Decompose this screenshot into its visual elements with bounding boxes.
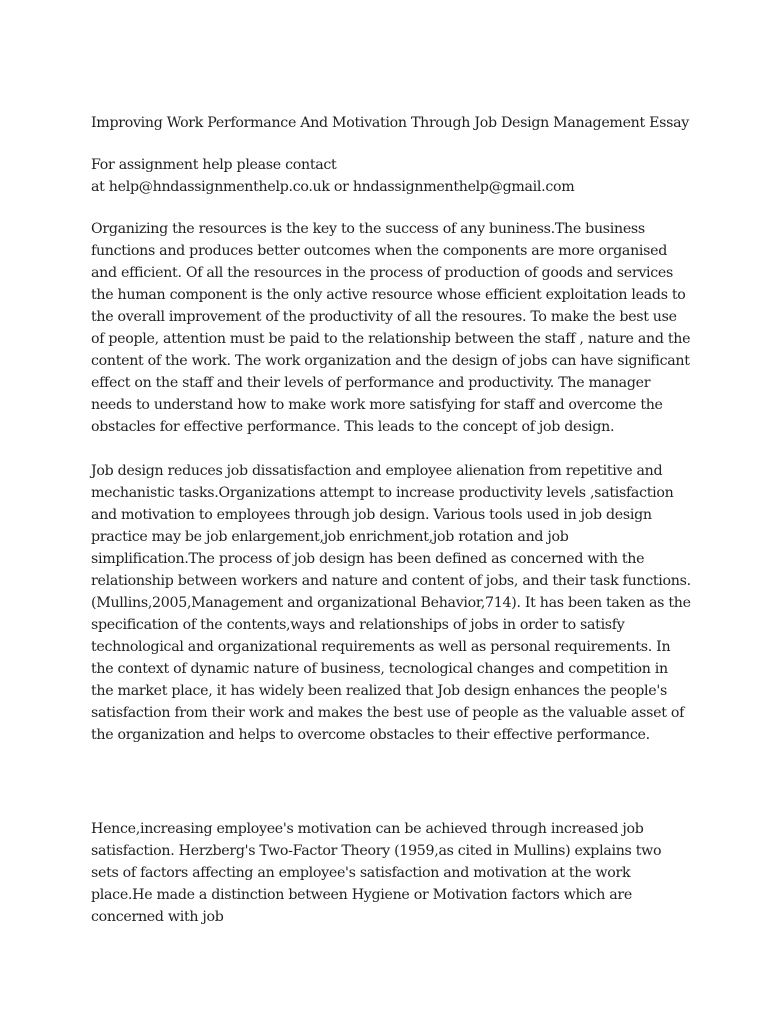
paragraph-3: Hence,increasing employee's motivation can be achieved through increased job satisfaction. Herzberg's Two-Factor Theory (1959,as cited in Mullins) explains two sets of factors affecting an employee's satisfaction and motivation at the work place.He made a distinction between Hygiene or Motivation factors which are concerned with job	[91, 821, 662, 925]
contact-info	[91, 154, 691, 198]
contact-line-2: at help@hndassignmenthelp.co.uk or hndassignmenthelp@gmail.com	[91, 179, 575, 195]
document-title: Improving Work Performance And Motivation Through Job Design Management Essay	[91, 115, 690, 131]
paragraph-1: Organizing the resources is the key to the success of any buniness.The business functions and produces better outcomes when the components are more organised and efficient. Of all the resources in the process of production of goods and services the human component is the only active resource whose efficient exploitation leads to the overall improvement of the productivity of all the resoures. To make the best use of people, attention must be paid to the relationship between the staff , nature and the content of the work. The work organization and the design of jobs can have significant effect on the staff and their levels of performance and productivity. The manager needs to understand how to make work more satisfying for staff and overcome the obstacles for effective performance. This leads to the concept of job design.	[91, 221, 691, 435]
contact-line-1: For assignment help please contact	[91, 157, 337, 173]
document-page	[91, 112, 691, 950]
paragraph-2: Job design reduces job dissatisfaction and employee alienation from repetitive and mechanistic tasks.Organizations attempt to increase productivity levels ,satisfaction and motivation to employees through job design. Various tools used in job design practice may be job enlargement,job enrichment,job rotation and job simplification.The process of job design has been defined as concerned with the relationship between workers and nature and content of jobs, and their task functions.(Mullins,2005,Management and organizational Behavior,714). It has been taken as the specification of the contents,ways and relationships of jobs in order to satisfy technological and organizational requirements as well as personal requirements. In the context of dynamic nature of business, tecnological changes and competition in the market place, it has widely been realized that Job design enhances the people's satisfaction from their work and makes the best use of people as the valuable asset of the organization and helps to overcome obstacles to their effective performance.	[91, 463, 691, 743]
